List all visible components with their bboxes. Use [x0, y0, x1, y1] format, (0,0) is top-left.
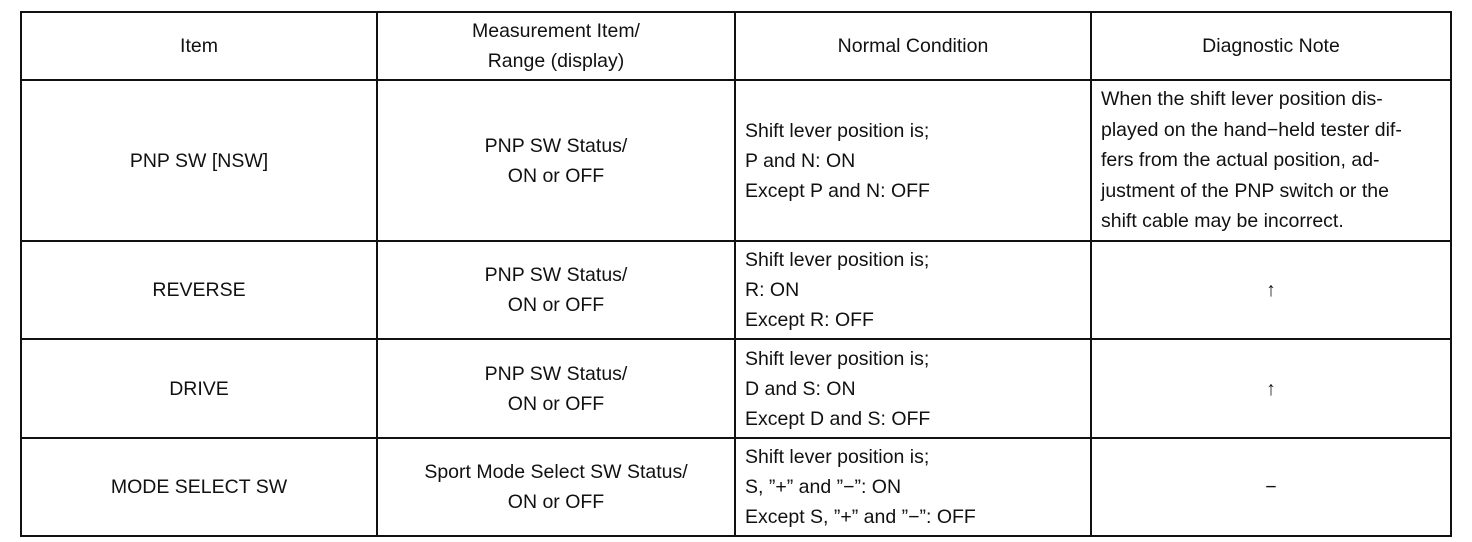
diagnostic-note-cell [1091, 241, 1451, 339]
header-measurement-line2: Range (display) [487, 50, 625, 72]
normal-condition-cell: Shift lever position is; S, ”+” and ”−”: ON Except S, ”+” and ”−”: OFF [735, 438, 1091, 536]
measurement-cell: Sport Mode Select SW Status/ ON or OFF [377, 438, 735, 536]
header-measurement-line1: Measurement Item/ [472, 20, 640, 42]
normal-condition-cell: Shift lever position is; P and N: ON Except P and N: OFF [735, 80, 1091, 241]
item-cell: PNP SW [NSW] [21, 80, 377, 241]
measurement-cell: PNP SW Status/ ON or OFF [377, 80, 735, 241]
up-arrow-icon: ↑ [1266, 377, 1276, 400]
table-row [21, 80, 1451, 241]
header-item: Item [21, 12, 377, 80]
diagnostic-note-cell [1091, 438, 1451, 536]
diagnostic-table [20, 11, 1452, 537]
header-diagnostic-note: Diagnostic Note [1091, 12, 1451, 80]
table-row [21, 339, 1451, 438]
up-arrow-icon: ↑ [1266, 279, 1276, 301]
normal-condition-cell: Shift lever position is; D and S: ON Except D and S: OFF [735, 339, 1091, 438]
item-cell: REVERSE [21, 241, 377, 339]
measurement-cell: PNP SW Status/ ON or OFF [377, 241, 735, 339]
item-cell: DRIVE [21, 339, 377, 438]
table-row [21, 438, 1451, 536]
diagnostic-note-cell: When the shift lever position dis- played on the hand−held tester dif- fers from the actual position, ad- justment of the PNP switch or the shift cable may be incorrect. [1091, 80, 1451, 241]
dash-mark: − [1265, 476, 1277, 498]
normal-condition-cell: Shift lever position is; R: ON Except R: OFF [735, 241, 1091, 339]
measurement-cell: PNP SW Status/ ON or OFF [377, 339, 735, 438]
header-row [21, 12, 1451, 80]
item-cell: MODE SELECT SW [21, 438, 377, 536]
diagnostic-note-cell [1091, 339, 1451, 438]
table-row [21, 241, 1451, 339]
header-normal-condition: Normal Condition [735, 12, 1091, 80]
header-measurement [377, 12, 735, 80]
